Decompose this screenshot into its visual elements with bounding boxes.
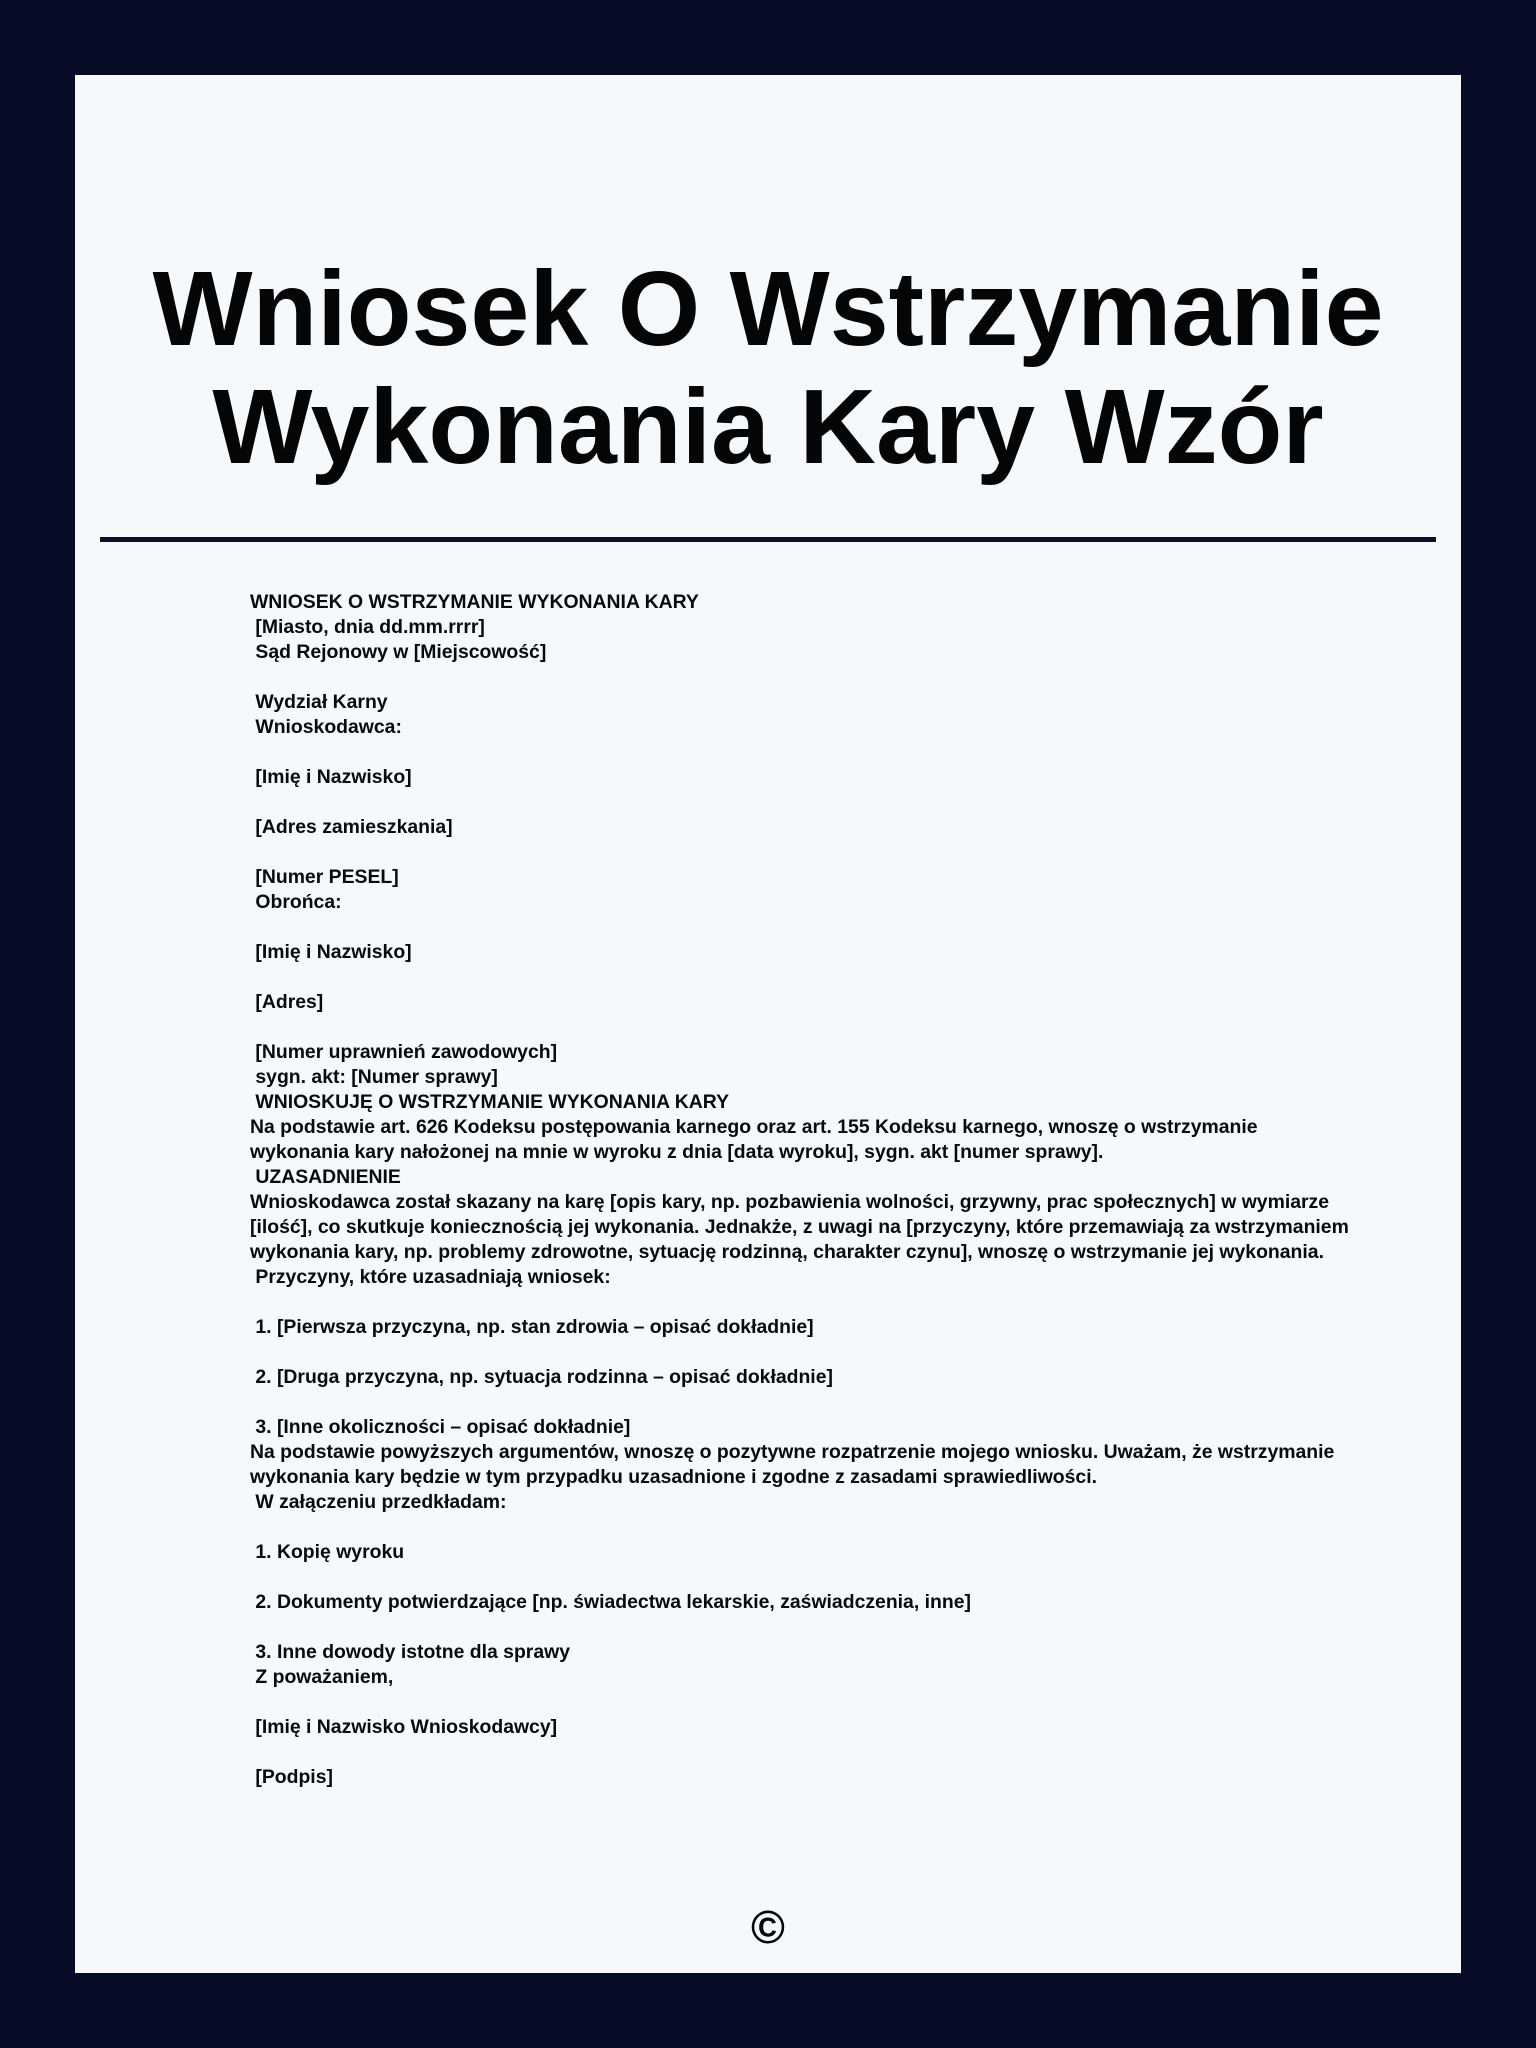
spacer bbox=[250, 1740, 1350, 1765]
title-divider bbox=[100, 537, 1436, 542]
document-body bbox=[250, 590, 1350, 1790]
spacer bbox=[250, 1515, 1350, 1540]
closing-line: Z poważaniem, bbox=[250, 1666, 394, 1688]
applicant-address: [Adres zamieszkania] bbox=[250, 816, 453, 838]
reason-item: 2. [Druga przyczyna, np. sytuacja rodzinna – opisać dokładnie] bbox=[250, 1366, 833, 1388]
spacer bbox=[250, 840, 1350, 865]
spacer bbox=[250, 965, 1350, 990]
spacer bbox=[250, 1565, 1350, 1590]
spacer bbox=[250, 1690, 1350, 1715]
applicant-name: [Imię i Nazwisko] bbox=[250, 766, 412, 788]
page-title: Wniosek O Wstrzymanie Wykonania Kary Wzór bbox=[152, 250, 1384, 486]
justification-heading: UZASADNIENIE bbox=[250, 1166, 401, 1188]
case-number: sygn. akt: [Numer sprawy] bbox=[250, 1066, 498, 1088]
attachment-item: 1. Kopię wyroku bbox=[250, 1541, 405, 1563]
reason-item: 1. [Pierwsza przyczyna, np. stan zdrowia – opisać dokładnie] bbox=[250, 1316, 814, 1338]
spacer bbox=[250, 1615, 1350, 1640]
request-heading: WNIOSKUJĘ O WSTRZYMANIE WYKONANIA KARY bbox=[250, 1091, 730, 1113]
justification-text: Wnioskodawca został skazany na karę [opis kary, np. pozbawienia wolności, grzywny, prac społecznych] w wymiarze [ilość], co skutkuje koniecznością jej wykonania. Jednakże, z uwagi na [przyczyny, które przemawiają za wstrzymaniem wykonania kary, np. problemy zdrowotne, sytuację rodzinną, charakter czynu], wnoszę o wstrzymanie jej wykonania. bbox=[250, 1191, 1349, 1263]
spacer bbox=[250, 915, 1350, 940]
defender-label: Obrońca: bbox=[250, 891, 342, 913]
court-name: Sąd Rejonowy w [Miejscowość] bbox=[250, 641, 547, 663]
copyright-icon: © bbox=[751, 1901, 785, 1953]
defender-license: [Numer uprawnień zawodowych] bbox=[250, 1041, 558, 1063]
document-heading: WNIOSEK O WSTRZYMANIE WYKONANIA KARY bbox=[250, 591, 699, 613]
spacer bbox=[250, 1015, 1350, 1040]
defender-name: [Imię i Nazwisko] bbox=[250, 941, 412, 963]
spacer bbox=[250, 1340, 1350, 1365]
applicant-pesel: [Numer PESEL] bbox=[250, 866, 399, 888]
signature-line: [Podpis] bbox=[250, 1766, 333, 1788]
attachment-item: 3. Inne dowody istotne dla sprawy bbox=[250, 1641, 571, 1663]
spacer bbox=[250, 740, 1350, 765]
applicant-label: Wnioskodawca: bbox=[250, 716, 402, 738]
attachments-label: W załączeniu przedkładam: bbox=[250, 1491, 507, 1513]
attachment-item: 2. Dokumenty potwierdzające [np. świadectwa lekarskie, zaświadczenia, inne] bbox=[250, 1591, 971, 1613]
place-date: [Miasto, dnia dd.mm.rrrr] bbox=[250, 616, 485, 638]
court-division: Wydział Karny bbox=[250, 691, 388, 713]
spacer bbox=[250, 1390, 1350, 1415]
spacer bbox=[250, 790, 1350, 815]
signature-name: [Imię i Nazwisko Wnioskodawcy] bbox=[250, 1716, 558, 1738]
request-text: Na podstawie art. 626 Kodeksu postępowania karnego oraz art. 155 Kodeksu karnego, wnoszę o wstrzymanie wykonania kary nałożonej na mnie w wyroku z dnia [data wyroku], sygn. akt [numer sprawy]. bbox=[250, 1116, 1258, 1163]
reason-item: 3. [Inne okoliczności – opisać dokładnie] bbox=[250, 1416, 631, 1438]
document-sheet bbox=[75, 75, 1461, 1973]
conclusion-text: Na podstawie powyższych argumentów, wnoszę o pozytywne rozpatrzenie mojego wniosku. Uważam, że wstrzymanie wykonania kary będzie w tym przypadku uzasadnione i zgodne z zasadami sprawiedliwości. bbox=[250, 1441, 1335, 1488]
reasons-label: Przyczyny, które uzasadniają wniosek: bbox=[250, 1266, 611, 1288]
spacer bbox=[250, 665, 1350, 690]
defender-address: [Adres] bbox=[250, 991, 324, 1013]
spacer bbox=[250, 1290, 1350, 1315]
